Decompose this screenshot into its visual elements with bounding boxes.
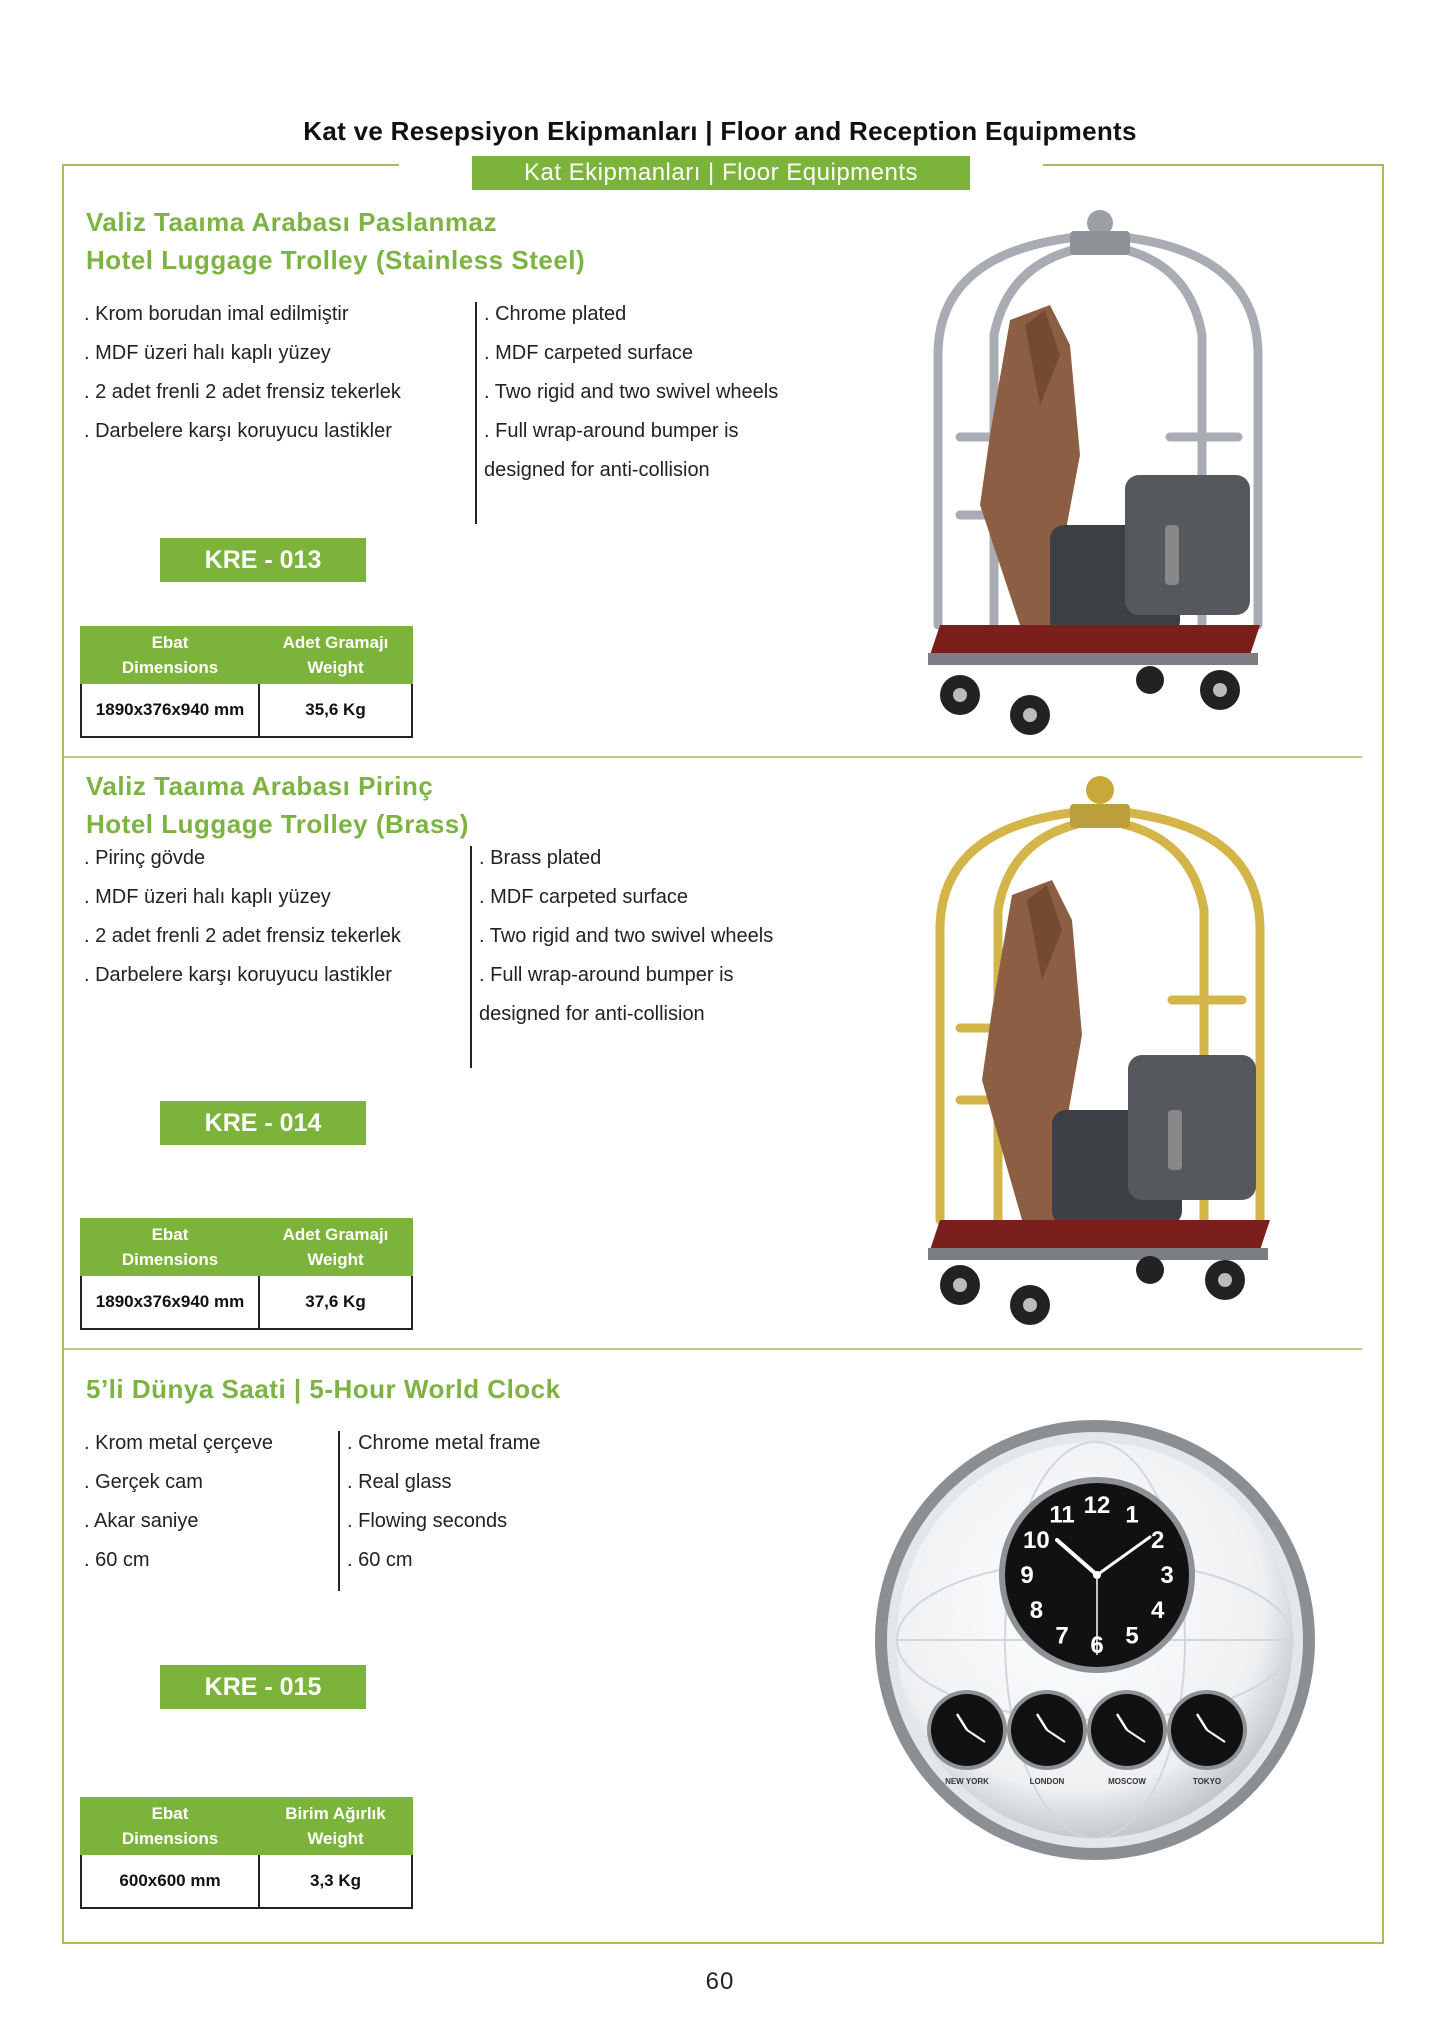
- clock-numeral: 9: [1020, 1562, 1034, 1589]
- city-label: LONDON: [1029, 1777, 1065, 1786]
- world-clock-image: [870, 1415, 1320, 1865]
- clock-numeral: 4: [1150, 1597, 1165, 1624]
- features-en-list: [479, 839, 773, 1034]
- page-number: 60: [705, 1968, 735, 1995]
- product-title: 5’li Dünya Saati | 5-Hour World Clock: [86, 1374, 561, 1404]
- weight-value: 35,6 Kg: [259, 683, 412, 737]
- weight-header: Adet Gramajı Weight: [259, 627, 412, 683]
- feature-tr: . Gerçek cam: [84, 1471, 203, 1493]
- feature-en: . 60 cm: [347, 1549, 413, 1571]
- clock-numeral: 6: [1090, 1632, 1104, 1659]
- frame-top-left-line: [62, 164, 399, 166]
- features-tr-list: [84, 295, 401, 451]
- dimensions-header: Ebat Dimensions: [81, 1219, 259, 1275]
- feature-en: . Chrome metal frame: [347, 1432, 541, 1454]
- feature-tr: . 2 adet frenli 2 adet frensiz tekerlek: [84, 381, 401, 403]
- section-banner: Kat Ekipmanları | Floor Equipments: [472, 156, 970, 190]
- column-divider: [338, 1431, 340, 1591]
- dimensions-header: Ebat Dimensions: [81, 627, 259, 683]
- product-code-badge: KRE - 014: [160, 1101, 366, 1145]
- city-label: NEW YORK: [945, 1777, 989, 1786]
- weight-header: Adet Gramajı Weight: [259, 1219, 412, 1275]
- feature-en: . Chrome plated: [484, 303, 627, 325]
- section-divider: [64, 1348, 1362, 1350]
- product-title-en: Hotel Luggage Trolley (Stainless Steel): [86, 245, 586, 275]
- feature-tr: . 60 cm: [84, 1549, 150, 1571]
- features-en-list: [484, 295, 778, 490]
- weight-value: 3,3 Kg: [259, 1854, 412, 1908]
- spec-table: [80, 1218, 413, 1330]
- clock-numeral: 11: [1049, 1501, 1075, 1529]
- stainless-luggage-trolley-image: [920, 205, 1270, 735]
- spec-table: [80, 626, 413, 738]
- weight-value: 37,6 Kg: [259, 1275, 412, 1329]
- clock-numeral: 12: [1083, 1492, 1111, 1519]
- clock-numeral: 2: [1150, 1527, 1165, 1554]
- features-tr-list: [84, 1424, 273, 1580]
- feature-tr: . Krom metal çerçeve: [84, 1432, 273, 1454]
- clock-numeral: 3: [1160, 1562, 1174, 1589]
- dimensions-value: 600x600 mm: [81, 1854, 259, 1908]
- dimensions-value: 1890x376x940 mm: [81, 1275, 259, 1329]
- page-title: Kat ve Resepsiyon Ekipmanları | Floor and Reception Equipments: [303, 116, 1137, 146]
- spec-table: [80, 1797, 413, 1909]
- feature-en: . Flowing seconds: [347, 1510, 508, 1532]
- column-divider: [470, 846, 472, 1068]
- section-divider: [64, 756, 1362, 758]
- brass-luggage-trolley-image: [920, 770, 1280, 1330]
- clock-numeral: 5: [1125, 1622, 1139, 1650]
- column-divider: [475, 302, 477, 524]
- feature-tr: . MDF üzeri halı kaplı yüzey: [84, 342, 331, 364]
- weight-header: Birim Ağırlık Weight: [259, 1798, 412, 1854]
- feature-tr: . 2 adet frenli 2 adet frensiz tekerlek: [84, 925, 401, 947]
- clock-numeral: 7: [1055, 1622, 1069, 1650]
- feature-en: . Full wrap-around bumper is: [484, 420, 739, 442]
- feature-en: designed for anti-collision: [484, 459, 710, 481]
- feature-en: . Full wrap-around bumper is: [479, 964, 734, 986]
- feature-tr: . Darbelere karşı koruyucu lastikler: [84, 420, 392, 442]
- feature-en: . Two rigid and two swivel wheels: [479, 925, 774, 947]
- feature-tr: . Akar saniye: [84, 1510, 199, 1532]
- feature-en: . Two rigid and two swivel wheels: [484, 381, 779, 403]
- city-label: MOSCOW: [1108, 1777, 1146, 1786]
- feature-tr: . Pirinç gövde: [84, 847, 206, 869]
- product-title-tr: Valiz Taaıma Arabası Paslanmaz: [86, 207, 497, 237]
- product-title-en: Hotel Luggage Trolley (Brass): [86, 809, 469, 839]
- feature-tr: . MDF üzeri halı kaplı yüzey: [84, 886, 331, 908]
- frame-top-right-line: [1043, 164, 1384, 166]
- feature-en: . Real glass: [347, 1471, 452, 1493]
- city-label: TOKYO: [1192, 1777, 1222, 1786]
- clock-numeral: 10: [1023, 1527, 1050, 1554]
- clock-numeral: 8: [1029, 1597, 1044, 1624]
- dimensions-header: Ebat Dimensions: [81, 1798, 259, 1854]
- features-tr-list: [84, 839, 401, 995]
- clock-numeral: 1: [1125, 1501, 1139, 1529]
- features-en-list: [347, 1424, 540, 1580]
- feature-en: . MDF carpeted surface: [484, 342, 693, 364]
- product-code-badge: KRE - 015: [160, 1665, 366, 1709]
- product-title-tr: Valiz Taaıma Arabası Pirinç: [86, 771, 434, 801]
- feature-tr: . Darbelere karşı koruyucu lastikler: [84, 964, 392, 986]
- feature-tr: . Krom borudan imal edilmiştir: [84, 303, 349, 325]
- product-code-badge: KRE - 013: [160, 538, 366, 582]
- dimensions-value: 1890x376x940 mm: [81, 683, 259, 737]
- feature-en: . MDF carpeted surface: [479, 886, 688, 908]
- feature-en: designed for anti-collision: [479, 1003, 705, 1025]
- feature-en: . Brass plated: [479, 847, 602, 869]
